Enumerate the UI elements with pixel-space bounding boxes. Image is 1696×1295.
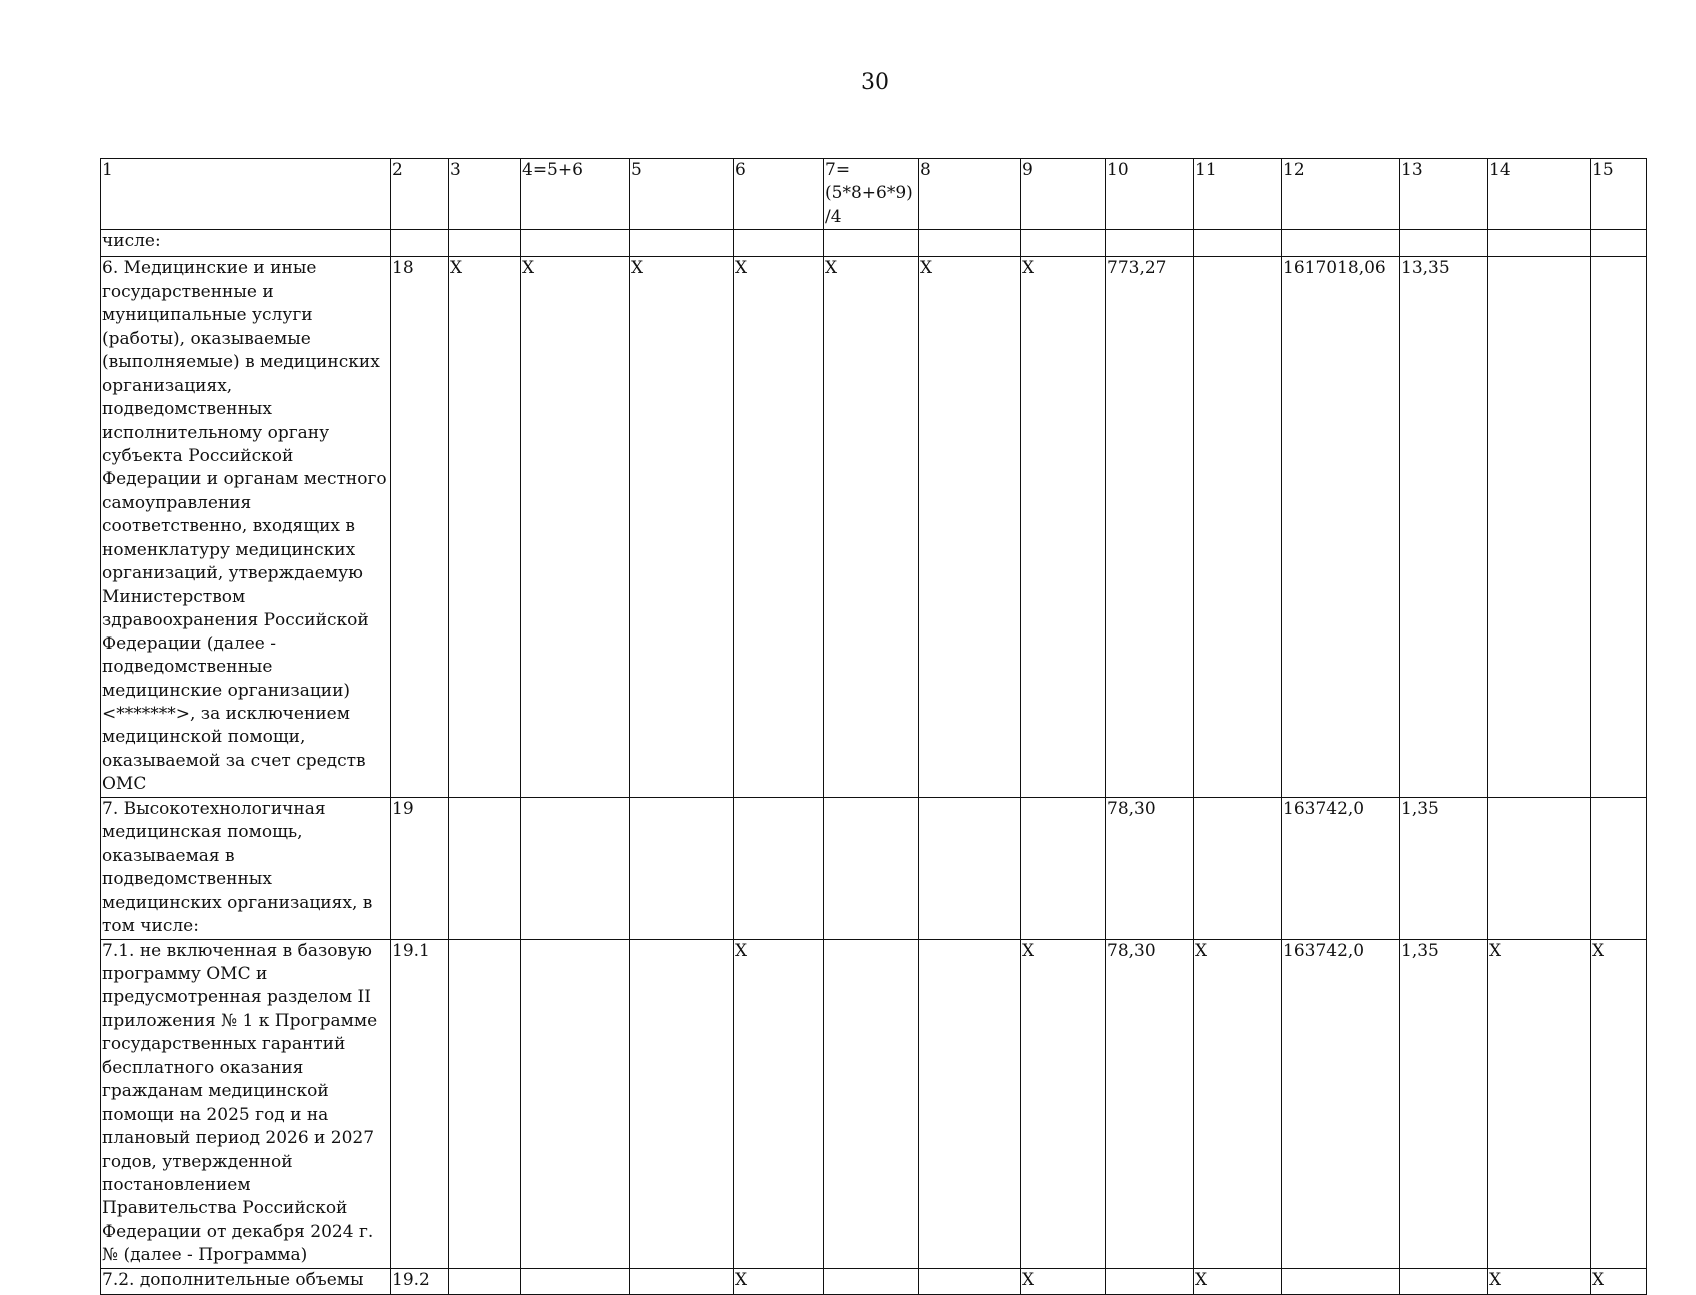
table-cell: X: [1591, 1268, 1647, 1294]
header-cell: 1: [101, 159, 391, 230]
table-cell: [521, 1268, 630, 1294]
table-cell: числе:: [101, 230, 391, 257]
header-cell: 11: [1194, 159, 1282, 230]
header-cell: 9: [1021, 159, 1106, 230]
table-cell: X: [1488, 939, 1591, 1268]
table-cell: 773,27: [1106, 257, 1194, 797]
header-cell: 15: [1591, 159, 1647, 230]
table-cell: X: [1021, 939, 1106, 1268]
table-cell: [1591, 257, 1647, 797]
table-cell: [630, 230, 734, 257]
table-cell: 78,30: [1106, 939, 1194, 1268]
table-cell: 6. Медицинские и иные государственные и муниципальные услуги (работы), оказываемые (выполняемые) в медицинских организациях, подведомственных исполнительному органу субъекта Российской Федерации и органам местного самоуправления соответственно, входящих в номенклатуру медицинских организаций, утверждаемую Министерством здравоохранения Российской Федерации (далее - подведомственные медицинские организации) <*******>, за исключением медицинской помощи, оказываемой за счет средств ОМС: [101, 257, 391, 797]
header-cell: 13: [1400, 159, 1488, 230]
table-cell: 1617018,06: [1282, 257, 1400, 797]
table-cell: [919, 939, 1021, 1268]
table-cell: X: [734, 939, 824, 1268]
table-cell: [1194, 257, 1282, 797]
table-cell: X: [521, 257, 630, 797]
table-cell: [391, 230, 449, 257]
table-cell: 19.1: [391, 939, 449, 1268]
table-cell: X: [1021, 1268, 1106, 1294]
table-cell: X: [630, 257, 734, 797]
table-row: [101, 939, 1647, 1268]
table-row: [101, 1268, 1647, 1294]
table-cell: 78,30: [1106, 797, 1194, 939]
table-cell: [1400, 230, 1488, 257]
table-cell: 1,35: [1400, 939, 1488, 1268]
header-cell: 8: [919, 159, 1021, 230]
table-cell: 13,35: [1400, 257, 1488, 797]
table-cell: [824, 230, 919, 257]
table-cell: [1488, 797, 1591, 939]
table-cell: 19.2: [391, 1268, 449, 1294]
table-cell: X: [1194, 939, 1282, 1268]
data-table: [100, 158, 1647, 1295]
table-cell: [1194, 797, 1282, 939]
table-row: [101, 230, 1647, 257]
table-cell: [521, 230, 630, 257]
header-cell: 3: [449, 159, 521, 230]
table-cell: [630, 1268, 734, 1294]
table-cell: [449, 939, 521, 1268]
table-cell: 1,35: [1400, 797, 1488, 939]
table-cell: [919, 1268, 1021, 1294]
table-cell: X: [919, 257, 1021, 797]
table-cell: [630, 939, 734, 1268]
table-cell: 7. Высокотехнологичная медицинская помощь, оказываемая в подведомственных медицинских организациях, в том числе:: [101, 797, 391, 939]
table-cell: [919, 230, 1021, 257]
table-cell: [521, 939, 630, 1268]
table-cell: 7.1. не включенная в базовую программу ОМС и предусмотренная разделом II приложения № 1 к Программе государственных гарантий бесплатного оказания гражданам медицинской помощи на 2025 год и на плановый период 2026 и 2027 годов, утвержденной постановлением Правительства Российской Федерации от декабря 2024 г. № (далее - Программа): [101, 939, 391, 1268]
table-cell: [1400, 1268, 1488, 1294]
header-cell: 6: [734, 159, 824, 230]
table-cell: X: [1021, 257, 1106, 797]
header-cell: 5: [630, 159, 734, 230]
table-cell: X: [1488, 1268, 1591, 1294]
table-cell: [824, 1268, 919, 1294]
table-cell: [1282, 1268, 1400, 1294]
table-cell: X: [734, 1268, 824, 1294]
table-row: [101, 257, 1647, 797]
table-cell: X: [1591, 939, 1647, 1268]
table-cell: [630, 797, 734, 939]
table-cell: [449, 797, 521, 939]
header-cell: 10: [1106, 159, 1194, 230]
table-row: [101, 797, 1647, 939]
table-cell: [824, 939, 919, 1268]
table-cell: [824, 797, 919, 939]
table-cell: [1488, 230, 1591, 257]
table-cell: [1021, 230, 1106, 257]
header-cell: 2: [391, 159, 449, 230]
table-cell: 19: [391, 797, 449, 939]
table-cell: 163742,0: [1282, 797, 1400, 939]
table-cell: X: [734, 257, 824, 797]
table-cell: [1106, 1268, 1194, 1294]
table-cell: X: [1194, 1268, 1282, 1294]
table-cell: [734, 230, 824, 257]
table-cell: X: [824, 257, 919, 797]
table-cell: [1282, 230, 1400, 257]
table-header-row: [101, 159, 1647, 230]
header-cell: 7=(5*8+6*9)/4: [824, 159, 919, 230]
header-cell: 14: [1488, 159, 1591, 230]
table-cell: 163742,0: [1282, 939, 1400, 1268]
table-cell: 7.2. дополнительные объемы: [101, 1268, 391, 1294]
table-cell: [449, 230, 521, 257]
table-cell: [1194, 230, 1282, 257]
table-cell: [1488, 257, 1591, 797]
header-cell: 4=5+6: [521, 159, 630, 230]
page-number: 30: [861, 70, 889, 95]
table-cell: [734, 797, 824, 939]
table-cell: [449, 1268, 521, 1294]
table-cell: [919, 797, 1021, 939]
table-cell: X: [449, 257, 521, 797]
header-cell: 12: [1282, 159, 1400, 230]
table-cell: [1021, 797, 1106, 939]
table-cell: [1591, 230, 1647, 257]
table-cell: [1106, 230, 1194, 257]
table-cell: 18: [391, 257, 449, 797]
table-cell: [521, 797, 630, 939]
table-cell: [1591, 797, 1647, 939]
